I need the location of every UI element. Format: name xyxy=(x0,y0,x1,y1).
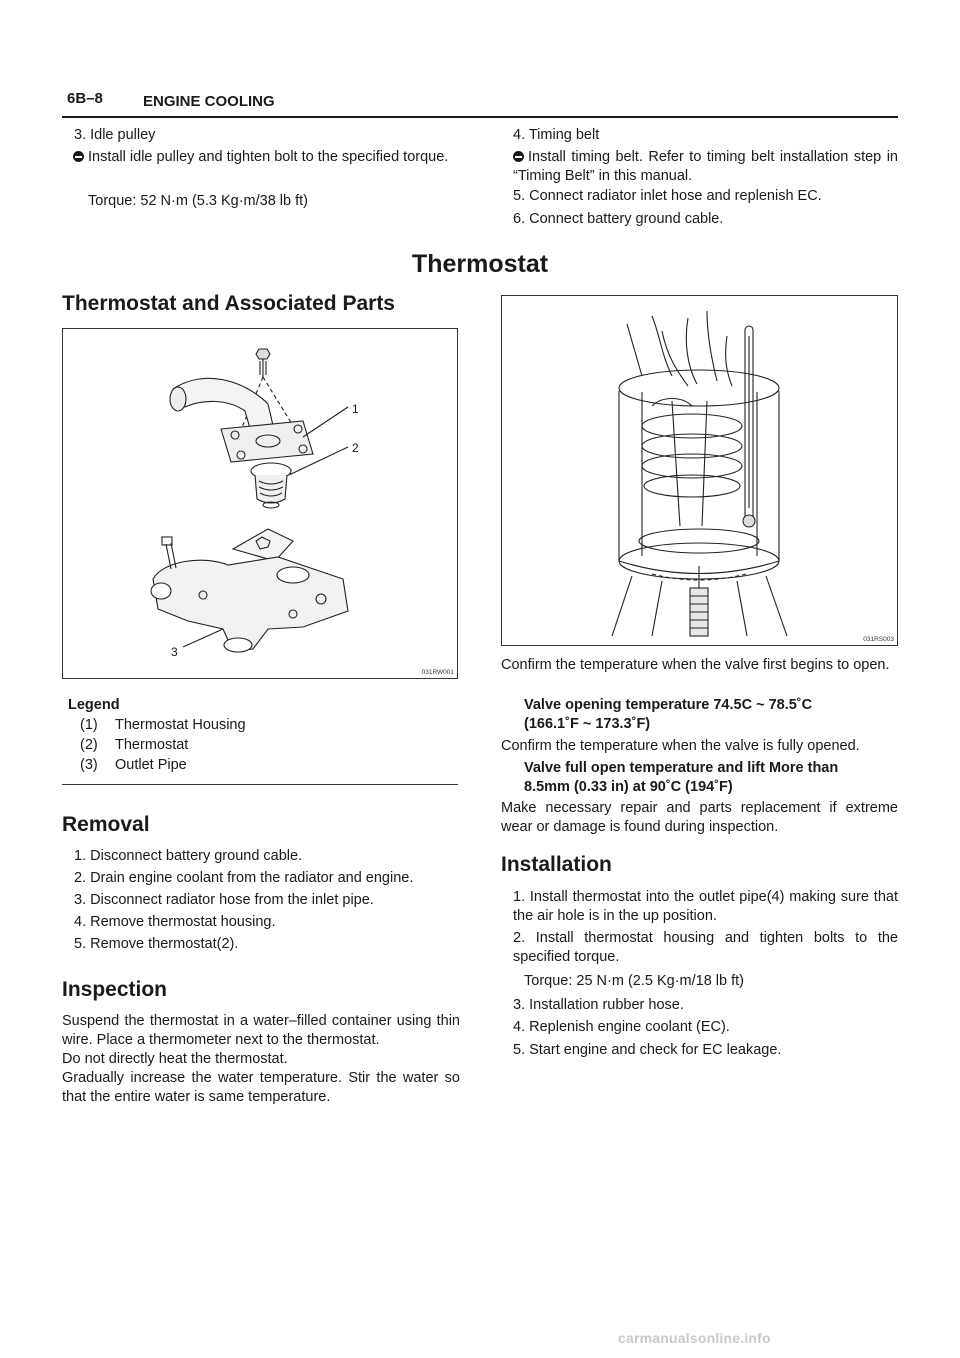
installation-heading: Installation xyxy=(501,853,612,876)
figure-id: 031RW001 xyxy=(421,669,454,676)
step-timing-belt: 4. Timing belt xyxy=(513,127,600,143)
installation-step-3: 3. Installation rubber hose. xyxy=(513,997,684,1013)
removal-step-4: 4. Remove thermostat housing. xyxy=(74,914,276,930)
legend-num-3: (3) xyxy=(80,757,98,773)
inspection-text-2: Do not directly heat the thermostat. xyxy=(62,1051,288,1067)
page-title: Thermostat xyxy=(411,250,549,278)
torque-spec-housing: Torque: 25 N·m (2.5 Kg·m/18 lb ft) xyxy=(524,973,744,989)
step-connect-battery: 6. Connect battery ground cable. xyxy=(513,211,724,227)
section-number: 6B–8 xyxy=(67,90,103,107)
thermostat-test-figure xyxy=(501,295,898,646)
exploded-view-drawing xyxy=(63,329,457,678)
header-rule xyxy=(62,116,898,118)
callout-3: 3 xyxy=(171,645,178,659)
valve-lift-spec: 8.5mm (0.33 in) at 90˚C (194˚F) xyxy=(524,779,733,795)
section-title: ENGINE COOLING xyxy=(143,93,275,110)
test-container-drawing xyxy=(502,296,897,645)
idle-pulley-instruction: Install idle pulley and tighten bolt to the specified torque. xyxy=(73,148,459,167)
confirm-first-open: Confirm the temperature when the valve first begins to open. xyxy=(501,657,890,673)
installation-step-4: 4. Replenish engine coolant (EC). xyxy=(513,1019,730,1035)
installation-step-5: 5. Start engine and check for EC leakage. xyxy=(513,1042,782,1058)
parts-heading: Thermostat and Associated Parts xyxy=(62,292,395,315)
installation-step-2: 2. Install thermostat housing and tighten bolts to the specified torque. xyxy=(513,930,898,965)
callout-2: 2 xyxy=(352,441,359,455)
valve-opening-spec-f: (166.1˚F ~ 173.3˚F) xyxy=(524,716,651,732)
inspection-text-1: Suspend the thermostat in a water–filled container using thin wire. Place a thermometer next to the thermostat. xyxy=(62,1013,460,1048)
legend-title: Legend xyxy=(68,697,120,713)
legend-label-2: Thermostat xyxy=(115,737,189,753)
legend-rule xyxy=(62,784,458,785)
repair-note: Make necessary repair and parts replacement if extreme wear or damage is found during inspection. xyxy=(501,800,898,835)
removal-step-2: 2. Drain engine coolant from the radiator and engine. xyxy=(74,870,414,886)
legend-label-3: Outlet Pipe xyxy=(115,757,187,773)
figure-id: 031RS003 xyxy=(863,636,894,643)
legend-label-1: Thermostat Housing xyxy=(115,717,246,733)
step-idle-pulley: 3. Idle pulley xyxy=(74,127,156,143)
bullet-icon xyxy=(73,151,84,162)
watermark: carmanualsonline.info xyxy=(618,1330,771,1346)
callout-1: 1 xyxy=(352,402,359,416)
thermostat-parts-figure xyxy=(62,328,458,679)
confirm-fully-open: Confirm the temperature when the valve is fully opened. xyxy=(501,738,860,754)
installation-step-1: 1. Install thermostat into the outlet pipe(4) making sure that the air hole is in the up position. xyxy=(513,889,898,924)
timing-belt-instruction: Install timing belt. Refer to timing belt installation step in “Timing Belt” in this manual. xyxy=(513,149,898,184)
step-connect-radiator: 5. Connect radiator inlet hose and replenish EC. xyxy=(513,188,822,204)
removal-step-3: 3. Disconnect radiator hose from the inlet pipe. xyxy=(74,892,374,908)
removal-step-1: 1. Disconnect battery ground cable. xyxy=(74,848,303,864)
inspection-text-3: Gradually increase the water temperature. Stir the water so that the entire water is same temperature. xyxy=(62,1070,460,1105)
inspection-heading: Inspection xyxy=(62,978,168,1001)
legend-num-2: (2) xyxy=(80,737,98,753)
bullet-icon xyxy=(513,151,524,162)
removal-heading: Removal xyxy=(62,813,150,836)
torque-spec-idle: Torque: 52 N·m (5.3 Kg·m/38 lb ft) xyxy=(88,193,308,209)
removal-step-5: 5. Remove thermostat(2). xyxy=(74,936,239,952)
valve-opening-spec: Valve opening temperature 74.5C ~ 78.5˚C xyxy=(524,697,813,713)
legend-num-1: (1) xyxy=(80,717,98,733)
valve-full-open-spec: Valve full open temperature and lift More than xyxy=(524,760,839,776)
